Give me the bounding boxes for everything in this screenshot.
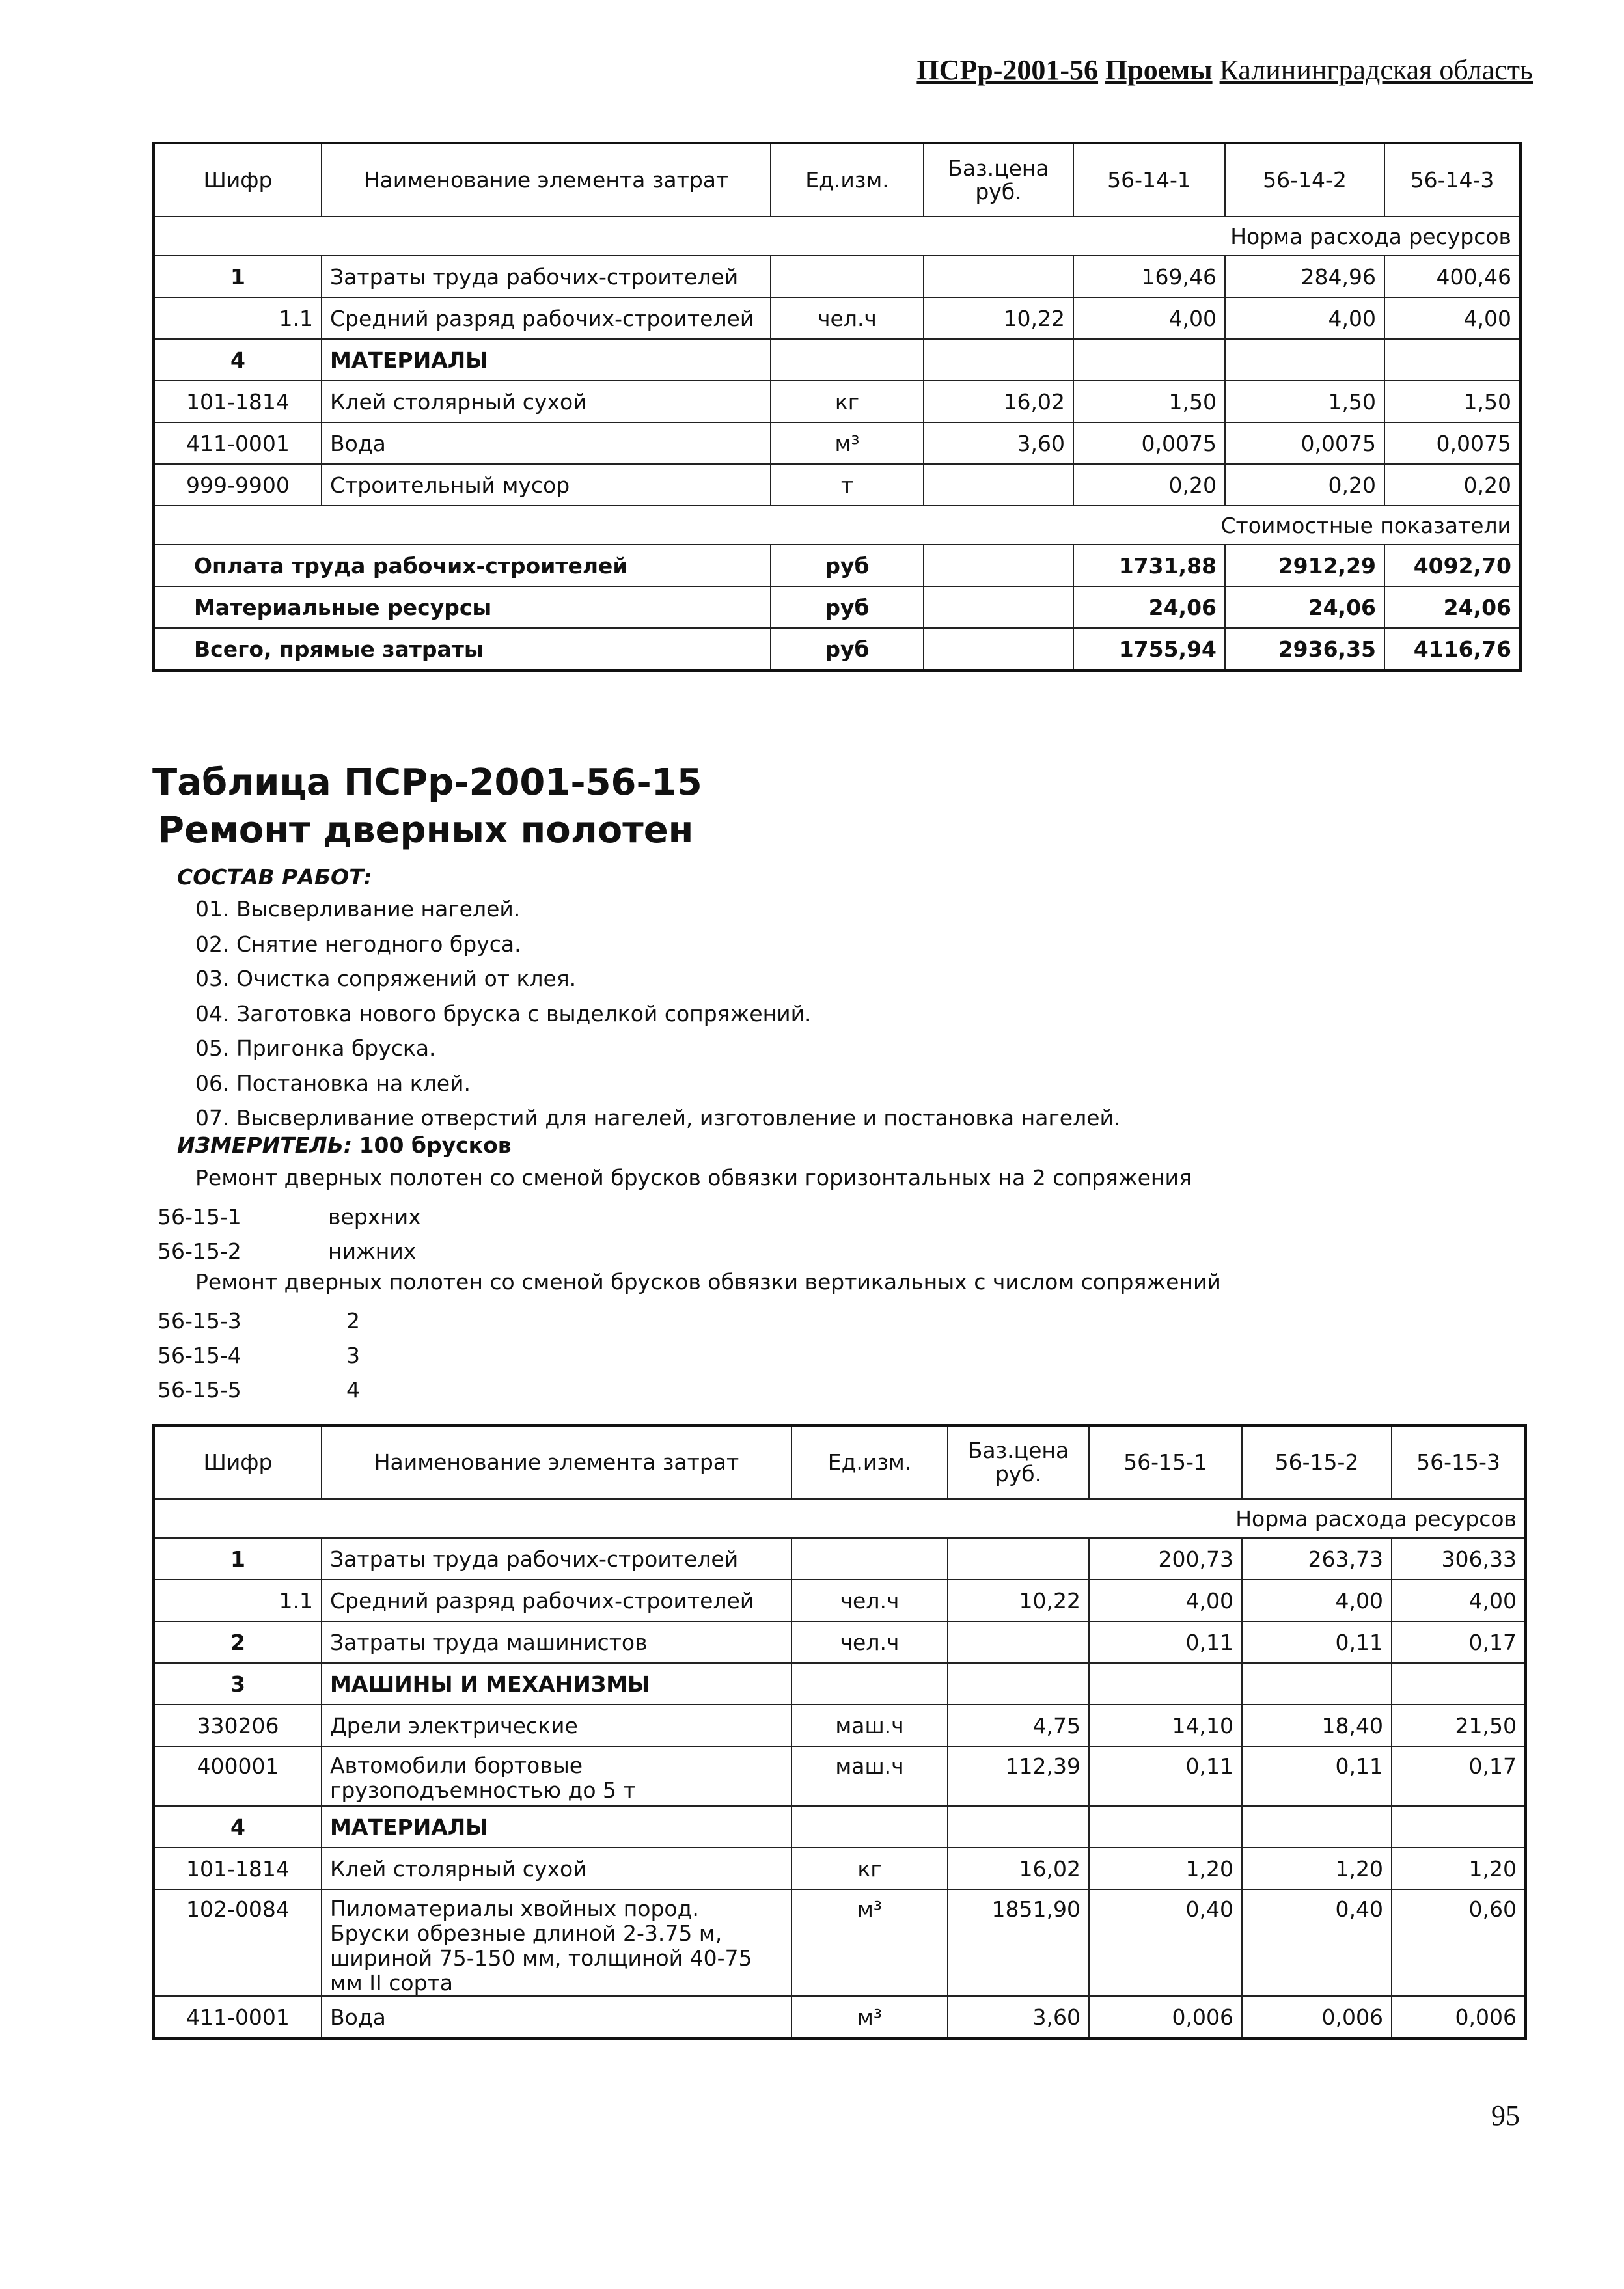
total-row: Материальные ресурсы руб 24,06 24,06 24,06	[154, 586, 1521, 628]
table-row: 411-0001 Вода м³ 3,60 0,006 0,006 0,006	[154, 1996, 1526, 2038]
header-region: Калининградская область	[1219, 54, 1533, 86]
table-title-block	[152, 761, 702, 851]
total-row: Оплата труда рабочих-строителей руб 1731,88 2912,29 4092,70	[154, 545, 1521, 586]
list-item: 56-15-1 верхних	[158, 1204, 421, 1229]
column-header: Баз.цена руб.	[948, 1425, 1089, 1499]
meter-value: 100 брусков	[359, 1132, 512, 1158]
table-title: Таблица ПСРр-2001-56-15	[152, 761, 702, 804]
column-header: Ед.изм.	[771, 143, 924, 217]
table-header-row	[154, 143, 1521, 217]
column-header: Ед.изм.	[791, 1425, 948, 1499]
group2-description: Ремонт дверных полотен со сменой брусков обвязки вертикальных с числом сопряжений	[195, 1269, 1221, 1295]
group1-description: Ремонт дверных полотен со сменой брусков обвязки горизонтальных на 2 сопряжения	[195, 1165, 1192, 1190]
table-row: 411-0001 Вода м³ 3,60 0,0075 0,0075 0,0075	[154, 422, 1521, 464]
cost-table-56-14	[152, 142, 1522, 672]
table-row: 999-9900 Строительный мусор т 0,20 0,20 0,20	[154, 464, 1521, 506]
meter-line	[177, 1132, 512, 1158]
column-header: Шифр	[154, 143, 322, 217]
list-item: 06. Постановка на клей.	[195, 1070, 471, 1096]
page-number: 95	[1491, 2100, 1520, 2131]
column-header: 56-15-2	[1242, 1425, 1392, 1499]
list-item: 56-15-5 4	[158, 1377, 360, 1403]
list-item: 07. Высверливание отверстий для нагелей, изготовление и постановка нагелей.	[195, 1105, 1121, 1131]
list-item: 04. Заготовка нового бруска с выделкой сопряжений.	[195, 1000, 812, 1026]
table-row: 1 Затраты труда рабочих-строителей 200,73 263,73 306,33	[154, 1538, 1526, 1580]
table-row: 400001 Автомобили бортовые грузоподъемностью до 5 т маш.ч 112,39 0,11 0,11 0,17	[154, 1746, 1526, 1806]
table-subtitle: Ремонт дверных полотен	[158, 809, 694, 851]
table-row: 1 Затраты труда рабочих-строителей 169,46 284,96 400,46	[154, 256, 1521, 297]
list-item: 05. Пригонка бруска.	[195, 1035, 436, 1061]
group2-items	[158, 1304, 360, 1407]
table-row: 4 МАТЕРИАЛЫ	[154, 339, 1521, 381]
cost-table-56-15	[152, 1424, 1527, 2040]
table-row: 102-0084 Пиломатериалы хвойных пород. Бруски обрезные длиной 2-3.75 м, шириной 75-150 мм, толщиной 40-75 мм II сорта м³ 1851,90 0,40 0,40 0,60	[154, 1889, 1526, 1996]
column-header: 56-14-2	[1225, 143, 1384, 217]
header-section: Проемы	[1105, 54, 1213, 86]
table-row: 1.1 Средний разряд рабочих-строителей чел.ч 10,22 4,00 4,00 4,00	[154, 297, 1521, 339]
column-header: 56-14-3	[1384, 143, 1521, 217]
running-header	[916, 53, 1533, 87]
table-row: 101-1814 Клей столярный сухой кг 16,02 1,20 1,20 1,20	[154, 1848, 1526, 1889]
column-header: Наименование элемента затрат	[322, 143, 771, 217]
works-list	[195, 892, 1120, 1136]
column-header: Шифр	[154, 1425, 322, 1499]
column-header: 56-15-3	[1392, 1425, 1526, 1499]
table-row: 101-1814 Клей столярный сухой кг 16,02 1,50 1,50 1,50	[154, 381, 1521, 422]
table-row: 4 МАТЕРИАЛЫ	[154, 1806, 1526, 1848]
list-item: 56-15-2 нижних	[158, 1239, 417, 1264]
norm-label: Норма расхода ресурсов	[154, 217, 1521, 256]
table-header-row	[154, 1425, 1526, 1499]
meter-label: ИЗМЕРИТЕЛЬ:	[177, 1132, 353, 1158]
table-row: 330206 Дрели электрические маш.ч 4,75 14,10 18,40 21,50	[154, 1705, 1526, 1746]
table-row: 1.1 Средний разряд рабочих-строителей чел.ч 10,22 4,00 4,00 4,00	[154, 1580, 1526, 1621]
list-item: 56-15-3 2	[158, 1308, 360, 1334]
list-item: 02. Снятие негодного бруса.	[195, 931, 521, 957]
list-item: 03. Очистка сопряжений от клея.	[195, 966, 577, 991]
cost-label: Стоимостные показатели	[154, 506, 1521, 545]
table-row: 2 Затраты труда машинистов чел.ч 0,11 0,11 0,17	[154, 1621, 1526, 1663]
column-header: Наименование элемента затрат	[322, 1425, 791, 1499]
list-item: 01. Высверливание нагелей.	[195, 896, 521, 922]
group1-items	[158, 1199, 421, 1268]
total-row: Всего, прямые затраты руб 1755,94 2936,35 4116,76	[154, 628, 1521, 670]
column-header: Баз.цена руб.	[924, 143, 1073, 217]
column-header: 56-14-1	[1073, 143, 1225, 217]
column-header: 56-15-1	[1089, 1425, 1242, 1499]
works-label: СОСТАВ РАБОТ:	[177, 864, 372, 890]
norm-label: Норма расхода ресурсов	[154, 1499, 1526, 1538]
list-item: 56-15-4 3	[158, 1343, 360, 1368]
table-row: 3 МАШИНЫ И МЕХАНИЗМЫ	[154, 1663, 1526, 1705]
header-code: ПСРр-2001-56	[916, 54, 1099, 86]
